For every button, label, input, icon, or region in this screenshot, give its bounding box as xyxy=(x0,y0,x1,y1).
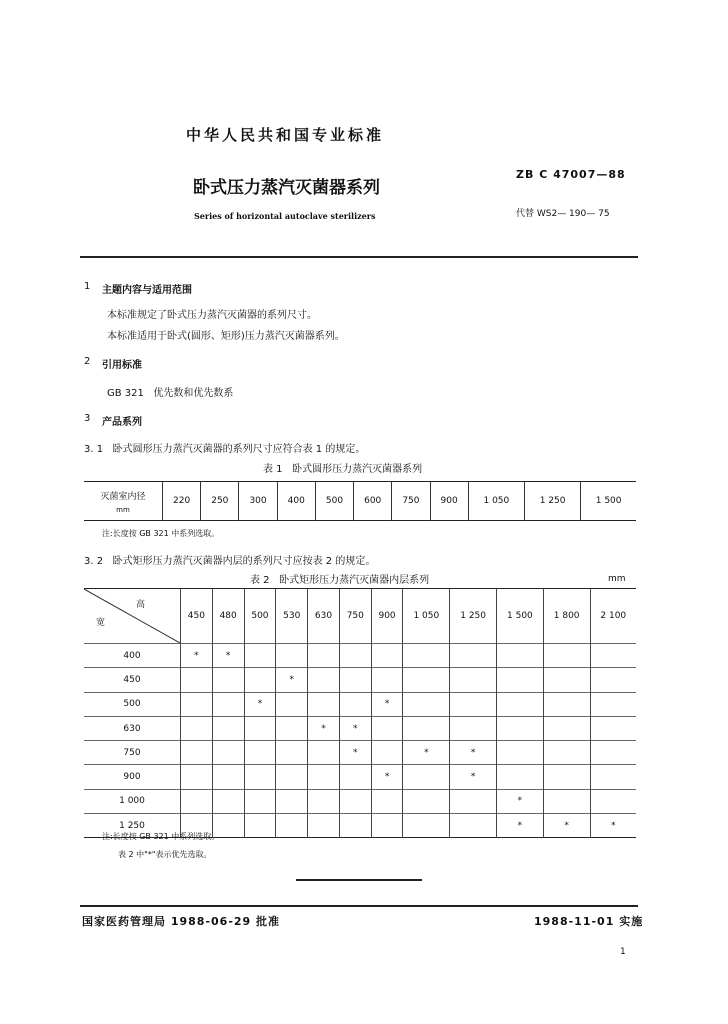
table-2-mark-cell: * xyxy=(590,814,636,838)
table-2-unit: mm xyxy=(608,574,626,584)
section-1-para-1: 本标准规定了卧式压力蒸汽灭菌器的系列尺寸。 xyxy=(107,310,317,321)
table-2-mark-cell xyxy=(308,789,340,813)
table-2-mark-cell xyxy=(181,716,213,740)
table-2-mark-cell xyxy=(590,741,636,765)
table-2-mark-cell: * xyxy=(497,789,544,813)
table-1-value: 1 250 xyxy=(525,482,581,521)
table-2-corner-wide: 宽 xyxy=(96,618,106,628)
table-2-mark-cell xyxy=(543,741,590,765)
table-2-mark-cell: * xyxy=(276,668,308,692)
table-2-mark-cell xyxy=(543,644,590,668)
table-2-mark-cell xyxy=(212,789,244,813)
table-1-value: 600 xyxy=(354,482,392,521)
page-number: 1 xyxy=(620,947,626,957)
table-2-mark-cell xyxy=(543,668,590,692)
table-2-mark-cell xyxy=(308,741,340,765)
table-1-value: 250 xyxy=(201,482,239,521)
table-2-mark-cell: * xyxy=(181,644,213,668)
table-2-mark-cell xyxy=(371,814,403,838)
table-1-value: 220 xyxy=(163,482,201,521)
footer-rule xyxy=(80,905,638,907)
table-2-mark-cell xyxy=(450,789,497,813)
table-2-mark-cell xyxy=(244,668,276,692)
table-2-mark-cell xyxy=(590,765,636,789)
table-2-mark-cell: * xyxy=(339,716,371,740)
table-2-mark-cell xyxy=(450,814,497,838)
table-2-caption: 表 2 卧式矩形压力蒸汽灭菌器内层系列 xyxy=(250,575,430,586)
table-2-mark-cell xyxy=(276,741,308,765)
table-2-mark-cell xyxy=(403,765,450,789)
table-2-mark-cell xyxy=(371,716,403,740)
table-2-mark-cell xyxy=(181,741,213,765)
table-2-mark-cell xyxy=(212,716,244,740)
table-2-mark-cell xyxy=(403,716,450,740)
table-1-value: 400 xyxy=(277,482,315,521)
table-2-mark-cell xyxy=(339,789,371,813)
table-2-mark-cell xyxy=(371,789,403,813)
table-1-value: 750 xyxy=(392,482,430,521)
table-2-mark-cell xyxy=(308,644,340,668)
table-2-mark-cell: * xyxy=(450,765,497,789)
table-2-mark-cell xyxy=(590,789,636,813)
table-row xyxy=(84,716,636,740)
table-2-mark-cell xyxy=(339,668,371,692)
table-2-mark-cell xyxy=(181,668,213,692)
table-2-height-header: 480 xyxy=(212,589,244,644)
table-2-mark-cell xyxy=(244,716,276,740)
section-3-title: 产品系列 xyxy=(102,417,142,428)
table-2-mark-cell xyxy=(276,765,308,789)
header-rule xyxy=(80,256,638,258)
table-2-mark-cell xyxy=(497,765,544,789)
table-2-mark-cell xyxy=(244,789,276,813)
table-row xyxy=(84,765,636,789)
end-rule xyxy=(296,879,422,881)
table-2-mark-cell xyxy=(590,692,636,716)
table-2-mark-cell xyxy=(403,692,450,716)
table-2-mark-cell xyxy=(308,765,340,789)
table-2-mark-cell xyxy=(244,814,276,838)
table-2-note-1: 注:长度按 GB 321 中系列选取。 xyxy=(102,832,220,841)
table-2-mark-cell: * xyxy=(403,741,450,765)
table-2-width-cell: 900 xyxy=(84,765,181,789)
table-row xyxy=(84,644,636,668)
replaces-code: 代替 WS2— 190— 75 xyxy=(516,209,610,219)
table-2-height-header: 630 xyxy=(308,589,340,644)
table-2-note-2: 表 2 中"*"表示优先选取。 xyxy=(118,850,212,859)
table-1-value: 300 xyxy=(239,482,277,521)
table-2-width-cell: 630 xyxy=(84,716,181,740)
table-2-height-header: 1 250 xyxy=(450,589,497,644)
table-1-header-cell xyxy=(84,482,163,521)
table-2-mark-cell xyxy=(339,814,371,838)
section-3-number: 3 xyxy=(84,413,91,424)
section-2-title: 引用标准 xyxy=(102,360,142,371)
table-2-mark-cell: * xyxy=(497,814,544,838)
table-1-note: 注:长度按 GB 321 中系列选取。 xyxy=(102,529,220,538)
table-2-mark-cell xyxy=(403,668,450,692)
table-2-height-header: 2 100 xyxy=(590,589,636,644)
section-1-title: 主题内容与适用范围 xyxy=(102,285,192,296)
section-1-number: 1 xyxy=(84,281,91,292)
table-2-height-header: 500 xyxy=(244,589,276,644)
table-1-header-unit: mm xyxy=(116,505,130,514)
section-3-2: 3. 2 卧式矩形压力蒸汽灭菌器内层的系列尺寸应按表 2 的规定。 xyxy=(84,556,376,567)
table-2-mark-cell xyxy=(244,765,276,789)
table-2-mark-cell xyxy=(244,644,276,668)
table-2-mark-cell: * xyxy=(543,814,590,838)
table-2-corner-high: 高 xyxy=(136,600,146,610)
table-2 xyxy=(84,588,636,838)
table-2-height-header: 1 050 xyxy=(403,589,450,644)
table-2-mark-cell xyxy=(244,741,276,765)
table-1 xyxy=(84,481,636,521)
table-2-height-header: 450 xyxy=(181,589,213,644)
table-2-mark-cell xyxy=(308,668,340,692)
table-2-mark-cell xyxy=(497,716,544,740)
table-2-mark-cell xyxy=(450,716,497,740)
table-2-mark-cell xyxy=(403,814,450,838)
table-2-mark-cell xyxy=(450,692,497,716)
table-2-width-cell: 750 xyxy=(84,741,181,765)
table-2-mark-cell xyxy=(450,644,497,668)
table-2-mark-cell xyxy=(339,692,371,716)
table-1-value: 1 050 xyxy=(468,482,524,521)
table-2-mark-cell xyxy=(181,692,213,716)
table-2-mark-cell xyxy=(276,692,308,716)
doc-title-en: Series of horizontal autoclave sterilizers xyxy=(194,211,376,221)
table-2-mark-cell xyxy=(212,692,244,716)
table-2-mark-cell xyxy=(371,644,403,668)
table-2-mark-cell xyxy=(212,668,244,692)
table-2-width-cell: 450 xyxy=(84,668,181,692)
table-2-mark-cell xyxy=(497,644,544,668)
table-2-width-cell: 500 xyxy=(84,692,181,716)
table-2-mark-cell xyxy=(543,765,590,789)
table-2-mark-cell xyxy=(339,644,371,668)
section-2-number: 2 xyxy=(84,356,91,367)
table-2-mark-cell xyxy=(403,644,450,668)
section-3-1: 3. 1 卧式圆形压力蒸汽灭菌器的系列尺寸应符合表 1 的规定。 xyxy=(84,444,366,455)
table-2-mark-cell xyxy=(371,741,403,765)
table-2-width-cell: 1 250 xyxy=(84,814,181,838)
standard-code: ZB C 47007—88 xyxy=(516,168,626,181)
table-2-mark-cell xyxy=(450,668,497,692)
table-2-mark-cell xyxy=(497,692,544,716)
section-1-para-2: 本标准适用于卧式(圆形、矩形)压力蒸汽灭菌器系列。 xyxy=(107,331,345,342)
table-row xyxy=(84,692,636,716)
table-2-mark-cell xyxy=(276,789,308,813)
table-1-value: 1 500 xyxy=(581,482,636,521)
table-2-mark-cell xyxy=(276,716,308,740)
table-1-header-label: 灭菌室内径 xyxy=(100,491,146,502)
doc-title: 卧式压力蒸汽灭菌器系列 xyxy=(193,178,380,198)
table-2-mark-cell xyxy=(371,668,403,692)
table-2-mark-cell xyxy=(590,644,636,668)
table-2-height-header: 530 xyxy=(276,589,308,644)
table-2-mark-cell: * xyxy=(308,716,340,740)
table-2-corner-cell xyxy=(84,589,181,644)
table-2-mark-cell xyxy=(181,789,213,813)
section-2-para-1: GB 321 优先数和优先数系 xyxy=(107,388,234,399)
table-2-mark-cell xyxy=(276,644,308,668)
table-2-height-header: 750 xyxy=(339,589,371,644)
approved-by: 国家医药管理局 1988-06-29 批准 xyxy=(82,915,281,928)
table-2-mark-cell xyxy=(543,692,590,716)
table-2-mark-cell: * xyxy=(371,692,403,716)
table-1-value: 500 xyxy=(315,482,353,521)
table-2-mark-cell: * xyxy=(244,692,276,716)
table-2-mark-cell: * xyxy=(212,644,244,668)
table-2-mark-cell xyxy=(497,668,544,692)
table-2-mark-cell xyxy=(212,765,244,789)
table-row xyxy=(84,789,636,813)
table-2-mark-cell: * xyxy=(339,741,371,765)
table-1-caption: 表 1 卧式圆形压力蒸汽灭菌器系列 xyxy=(263,464,423,475)
table-2-height-header: 1 500 xyxy=(497,589,544,644)
table-2-mark-cell xyxy=(590,668,636,692)
table-2-mark-cell xyxy=(497,741,544,765)
table-1-value: 900 xyxy=(430,482,468,521)
table-2-mark-cell xyxy=(403,789,450,813)
table-row xyxy=(84,741,636,765)
table-2-mark-cell xyxy=(543,789,590,813)
table-2-mark-cell xyxy=(212,741,244,765)
table-2-height-header: 900 xyxy=(371,589,403,644)
table-2-mark-cell xyxy=(181,765,213,789)
table-2-mark-cell xyxy=(308,814,340,838)
table-2-mark-cell: * xyxy=(371,765,403,789)
table-2-height-header: 1 800 xyxy=(543,589,590,644)
table-2-mark-cell xyxy=(590,716,636,740)
table-2-mark-cell xyxy=(276,814,308,838)
table-2-mark-cell xyxy=(543,716,590,740)
table-2-mark-cell xyxy=(339,765,371,789)
table-row xyxy=(84,668,636,692)
table-2-mark-cell: * xyxy=(450,741,497,765)
table-2-mark-cell xyxy=(308,692,340,716)
effective-date: 1988-11-01 实施 xyxy=(534,915,644,928)
table-2-width-cell: 400 xyxy=(84,644,181,668)
standard-title: 中华人民共和国专业标准 xyxy=(186,126,385,144)
table-2-width-cell: 1 000 xyxy=(84,789,181,813)
